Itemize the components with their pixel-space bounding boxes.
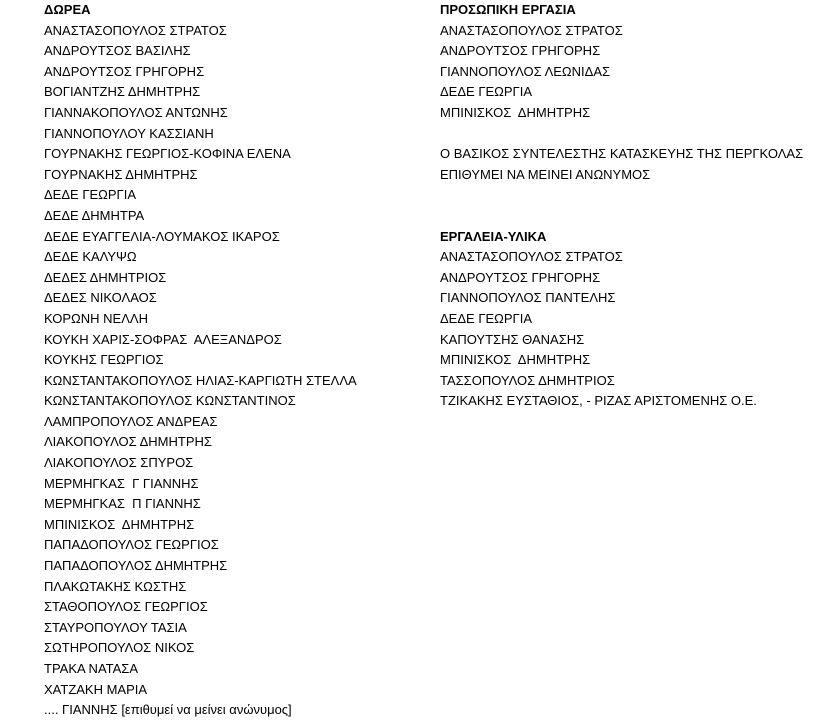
donation-name: ΑΝΔΡΟΥΤΣΟΣ ΓΡΗΓΟΡΗΣ <box>44 63 205 79</box>
tools-materials-heading: ΕΡΓΑΛΕΙΑ-ΥΛΙΚΑ <box>440 228 547 244</box>
donation-name: ΜΕΡΜΗΓΚΑΣ Π ΓΙΑΝΝΗΣ <box>44 496 201 512</box>
personal-work-name: ΔΕΔΕ ΓΕΩΡΓΙΑ <box>440 84 532 100</box>
donation-name: ΔΕΔΕ ΓΕΩΡΓΙΑ <box>44 187 136 203</box>
donation-name: ΛΙΑΚΟΠΟΥΛΟΣ ΔΗΜΗΤΡΗΣ <box>44 434 212 450</box>
personal-work-name: ΑΝΔΡΟΥΤΣΟΣ ΓΡΗΓΟΡΗΣ <box>440 43 601 59</box>
donation-list <box>44 21 424 721</box>
personal-work-name: ΜΠΙΝΙΣΚΟΣ ΔΗΜΗΤΡΗΣ <box>440 104 591 120</box>
donation-name: ΓΟΥΡΝΑΚΗΣ ΓΕΩΡΓΙΟΣ-ΚΟΦΙΝΑ ΕΛΕΝΑ <box>44 146 291 162</box>
contributions-column <box>440 0 830 412</box>
anonymous-note-line: ΕΠΙΘΥΜΕΙ ΝΑ ΜΕΙΝΕΙ ΑΝΩΝΥΜΟΣ <box>440 166 651 182</box>
donation-name: ΠΑΠΑΔΟΠΟΥΛΟΣ ΓΕΩΡΓΙΟΣ <box>44 537 219 553</box>
personal-work-name: ΓΙΑΝΝΟΠΟΥΛΟΣ ΛΕΩΝΙΔΑΣ <box>440 63 611 79</box>
donation-name: .... ΓΙΑΝΝΗΣ [επιθυμεί να μείνει ανώνυμος] <box>44 702 292 718</box>
donation-name: ΑΝΔΡΟΥΤΣΟΣ ΒΑΣΙΛΗΣ <box>44 43 191 59</box>
donation-name: ΒΟΓΙΑΝΤΖΗΣ ΔΗΜΗΤΡΗΣ <box>44 84 201 100</box>
donation-name: ΣΤΑΘΟΠΟΥΛΟΣ ΓΕΩΡΓΙΟΣ <box>44 599 208 615</box>
donation-name: ΧΑΤΖΑΚΗ ΜΑΡΙΑ <box>44 681 148 697</box>
donation-heading: ΔΩΡΕΑ <box>44 2 91 17</box>
donation-name: ΓΙΑΝΝΟΠΟΥΛΟΥ ΚΑΣΣΙΑΝΗ <box>44 125 214 141</box>
donation-name: ΚΩΝΣΤΑΝΤΑΚΟΠΟΥΛΟΣ ΗΛΙΑΣ-ΚΑΡΓΙΩΤΗ ΣΤΕΛΛΑ <box>44 372 357 388</box>
tools-materials-name: ΔΕΔΕ ΓΕΩΡΓΙΑ <box>440 310 532 326</box>
donation-name: ΚΩΝΣΤΑΝΤΑΚΟΠΟΥΛΟΣ ΚΩΝΣΤΑΝΤΙΝΟΣ <box>44 393 296 409</box>
donation-name: ΔΕΔΕΣ ΝΙΚΟΛΑΟΣ <box>44 290 157 306</box>
section-spacer <box>440 185 830 206</box>
donation-name: ΔΕΔΕ ΔΗΜΗΤΡΑ <box>44 207 145 223</box>
donation-name: ΠΑΠΑΔΟΠΟΥΛΟΣ ΔΗΜΗΤΡΗΣ <box>44 558 228 574</box>
donation-name: ΓΟΥΡΝΑΚΗΣ ΔΗΜΗΤΡΗΣ <box>44 166 198 182</box>
donation-column <box>44 0 424 721</box>
donation-name: ΣΩΤΗΡΟΠΟΥΛΟΣ ΝΙΚΟΣ <box>44 640 195 656</box>
tools-materials-name: ΓΙΑΝΝΟΠΟΥΛΟΣ ΠΑΝΤΕΛΗΣ <box>440 290 616 306</box>
donation-name: ΛΙΑΚΟΠΟΥΛΟΣ ΣΠΥΡΟΣ <box>44 455 194 471</box>
anonymous-note <box>440 144 830 185</box>
donation-name: ΑΝΑΣΤΑΣΟΠΟΥΛΟΣ ΣΤΡΑΤΟΣ <box>44 22 227 38</box>
donation-name: ΔΕΔΕ ΚΑΛΥΨΩ <box>44 249 137 265</box>
personal-work-list <box>440 21 830 124</box>
donation-name: ΚΟΥΚΗ ΧΑΡΙΣ-ΣΟΦΡΑΣ ΑΛΕΞΑΝΔΡΟΣ <box>44 331 282 347</box>
section-spacer <box>440 124 830 145</box>
tools-materials-name: ΤΖΙΚΑΚΗΣ ΕΥΣΤΑΘΙΟΣ, - ΡΙΖΑΣ ΑΡΙΣΤΟΜΕΝΗΣ Ο.Ε. <box>440 393 757 409</box>
donation-name: ΚΟΥΚΗΣ ΓΕΩΡΓΙΟΣ <box>44 352 164 368</box>
donation-name: ΜΠΙΝΙΣΚΟΣ ΔΗΜΗΤΡΗΣ <box>44 516 195 532</box>
tools-materials-name: ΚΑΠΟΥΤΣΗΣ ΘΑΝΑΣΗΣ <box>440 331 585 347</box>
donation-name: ΔΕΔΕΣ ΔΗΜΗΤΡΙΟΣ <box>44 269 167 285</box>
tools-materials-name: ΤΑΣΣΟΠΟΥΛΟΣ ΔΗΜΗΤΡΙΟΣ <box>440 372 615 388</box>
donation-name: ΤΡΑΚΑ ΝΑΤΑΣΑ <box>44 661 139 676</box>
donation-name: ΚΟΡΩΝΗ ΝΕΛΛΗ <box>44 310 148 326</box>
personal-work-heading: ΠΡΟΣΩΠΙΚΗ ΕΡΓΑΣΙΑ <box>440 2 576 17</box>
section-spacer <box>440 206 830 227</box>
anonymous-note-line: Ο ΒΑΣΙΚΟΣ ΣΥΝΤΕΛΕΣΤΗΣ ΚΑΤΑΣΚΕΥΗΣ ΤΗΣ ΠΕΡΓΚΟΛΑΣ <box>440 146 804 162</box>
tools-materials-name: ΑΝΔΡΟΥΤΣΟΣ ΓΡΗΓΟΡΗΣ <box>440 269 601 285</box>
donation-name: ΓΙΑΝΝΑΚΟΠΟΥΛΟΣ ΑΝΤΩΝΗΣ <box>44 104 228 120</box>
donation-name: ΛΑΜΠΡΟΠΟΥΛΟΣ ΑΝΔΡΕΑΣ <box>44 413 218 429</box>
personal-work-name: ΑΝΑΣΤΑΣΟΠΟΥΛΟΣ ΣΤΡΑΤΟΣ <box>440 22 623 38</box>
tools-materials-list <box>440 247 830 412</box>
donation-name: ΠΛΑΚΩΤΑΚΗΣ ΚΩΣΤΗΣ <box>44 578 187 594</box>
donation-name: ΜΕΡΜΗΓΚΑΣ Γ ΓΙΑΝΝΗΣ <box>44 475 199 491</box>
tools-materials-name: ΑΝΑΣΤΑΣΟΠΟΥΛΟΣ ΣΤΡΑΤΟΣ <box>440 249 623 265</box>
donation-name: ΣΤΑΥΡΟΠΟΥΛΟΥ ΤΑΣΙΑ <box>44 619 187 635</box>
donation-name: ΔΕΔΕ ΕΥΑΓΓΕΛΙΑ-ΛΟΥΜΑΚΟΣ ΙΚΑΡΟΣ <box>44 228 280 244</box>
tools-materials-name: ΜΠΙΝΙΣΚΟΣ ΔΗΜΗΤΡΗΣ <box>440 352 591 368</box>
